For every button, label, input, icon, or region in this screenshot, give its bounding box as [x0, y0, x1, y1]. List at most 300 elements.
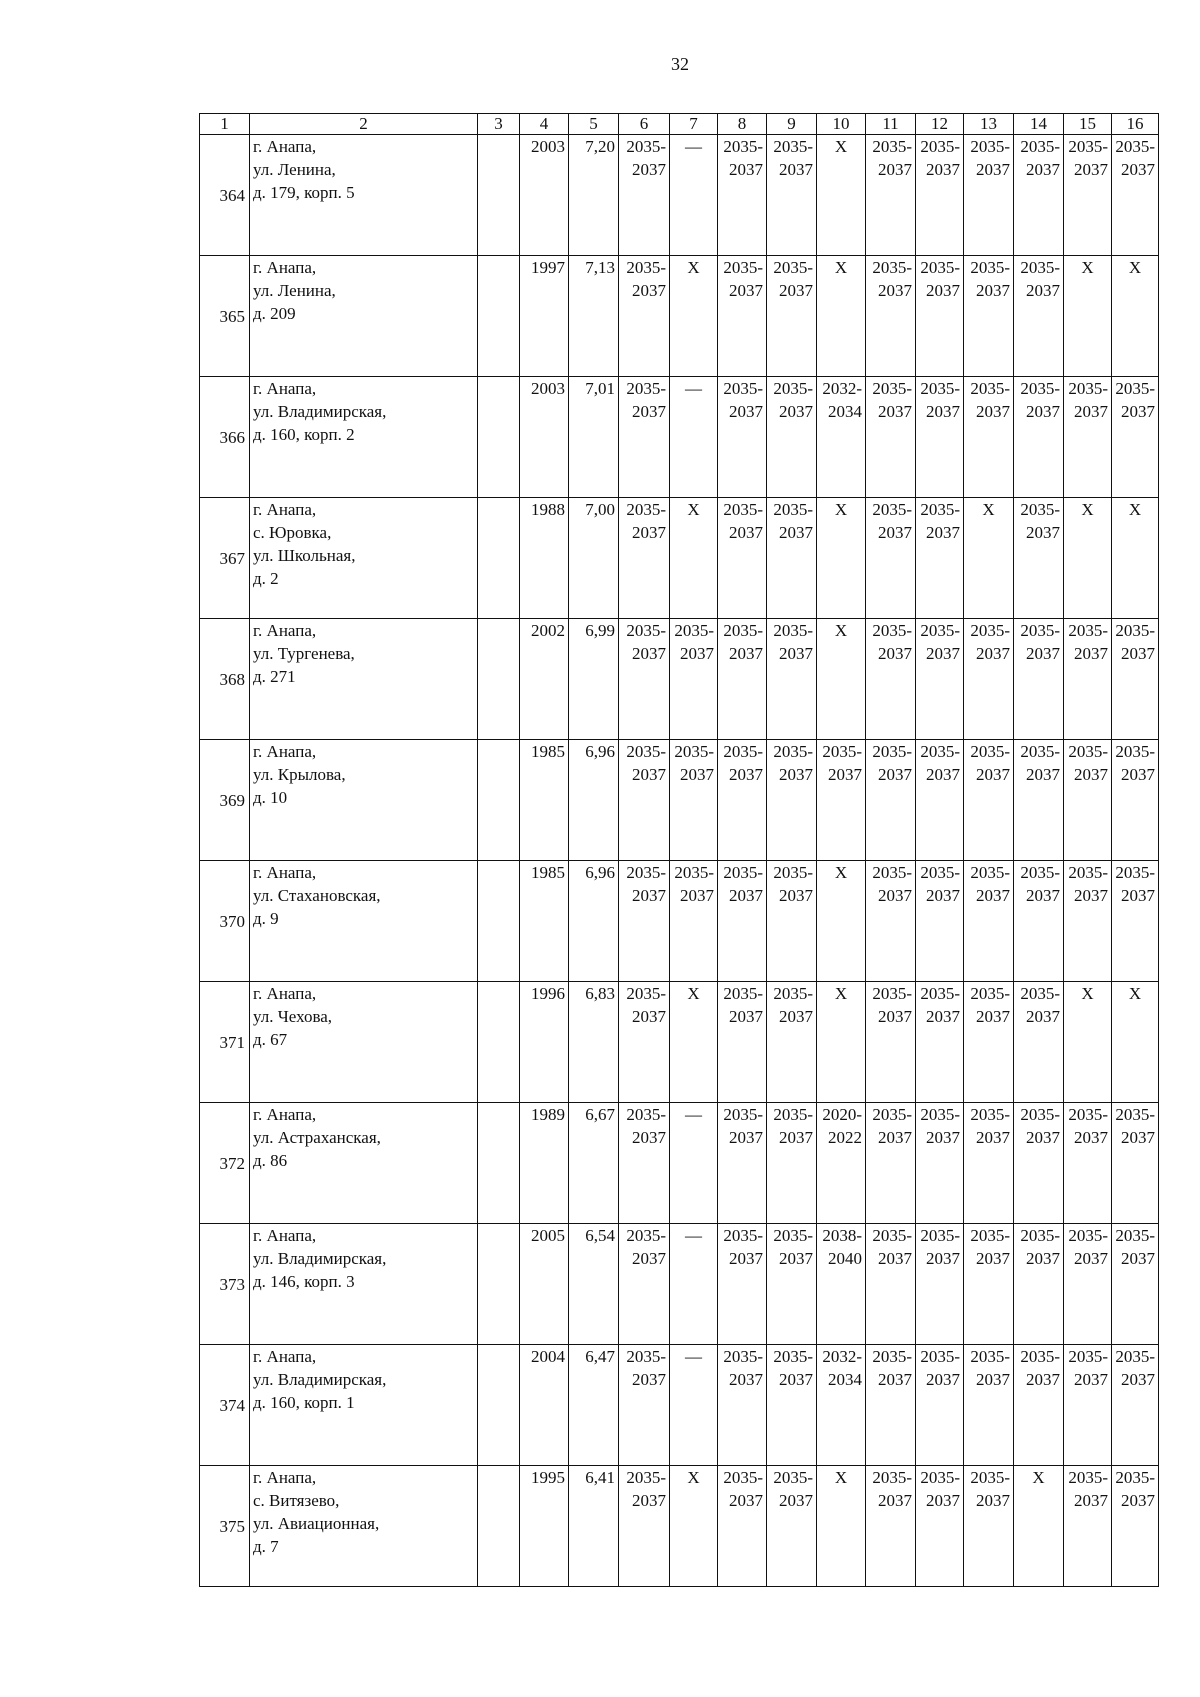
period-start: 2035-: [872, 1347, 912, 1366]
period-start: 2035-: [723, 1347, 763, 1366]
address-line: д. 179, корп. 5: [253, 183, 355, 202]
column-header: 1: [200, 114, 250, 135]
period-cell: [964, 982, 1014, 1103]
row-number: 371: [200, 982, 250, 1103]
period-cell: X: [964, 498, 1014, 619]
period-start: 2035-: [1115, 1347, 1155, 1366]
period-cell: X: [670, 982, 718, 1103]
period-cell: [964, 740, 1014, 861]
address-cell: [250, 1224, 478, 1345]
period-cell: [767, 740, 817, 861]
address-line: г. Анапа,: [253, 1468, 317, 1487]
period-cell: [718, 256, 767, 377]
period-start: 2035-: [1020, 258, 1060, 277]
address-cell: [250, 1103, 478, 1224]
address-line: ул. Крылова,: [253, 765, 346, 784]
period-cell: [964, 135, 1014, 256]
year-cell: 1989: [520, 1103, 569, 1224]
period-start: 2035-: [626, 1226, 666, 1245]
address-line: ул. Чехова,: [253, 1007, 333, 1026]
period-cell: X: [817, 135, 866, 256]
column-header: 13: [964, 114, 1014, 135]
period-cell: [718, 740, 767, 861]
period-start: 2035-: [1115, 742, 1155, 761]
period-cell: [1014, 740, 1064, 861]
period-end: 2037: [1074, 644, 1108, 663]
period-cell: [1014, 498, 1064, 619]
period-end: 2037: [926, 644, 960, 663]
period-start: 2035-: [920, 1468, 960, 1487]
table-row: [200, 1466, 1159, 1587]
period-start: 2035-: [872, 621, 912, 640]
period-start: 2035-: [674, 742, 714, 761]
period-end: 2037: [1074, 1249, 1108, 1268]
period-cell: [916, 619, 964, 740]
period-cell: [866, 377, 916, 498]
address-line: г. Анапа,: [253, 984, 317, 1003]
period-cell: [1014, 135, 1064, 256]
address-line: г. Анапа,: [253, 621, 317, 640]
period-end: 2037: [926, 1007, 960, 1026]
period-end: 2037: [729, 1007, 763, 1026]
period-cell: [916, 256, 964, 377]
period-end: 2037: [1026, 1370, 1060, 1389]
period-start: 2035-: [970, 258, 1010, 277]
period-end: 2037: [729, 1491, 763, 1510]
period-cell: [619, 740, 670, 861]
year-cell: 1988: [520, 498, 569, 619]
period-cell: [670, 740, 718, 861]
column-3-cell: [478, 498, 520, 619]
period-end: 2037: [878, 523, 912, 542]
period-end: 2037: [680, 644, 714, 663]
period-end: 2037: [680, 765, 714, 784]
table-row: [200, 1224, 1159, 1345]
column-header: 4: [520, 114, 569, 135]
table-row: [200, 619, 1159, 740]
period-end: 2037: [632, 765, 666, 784]
period-end: 2037: [878, 402, 912, 421]
period-start: 2035-: [1115, 1105, 1155, 1124]
address-cell: [250, 1345, 478, 1466]
period-start: 2035-: [1068, 1105, 1108, 1124]
address-line: ул. Школьная,: [253, 546, 356, 565]
period-cell: [817, 740, 866, 861]
period-start: 2035-: [626, 1105, 666, 1124]
period-end: 2037: [779, 1249, 813, 1268]
period-start: 2035-: [872, 137, 912, 156]
period-end: 2037: [1074, 160, 1108, 179]
address-line: д. 10: [253, 788, 288, 807]
table-row: [200, 1103, 1159, 1224]
value-cell: 6,67: [569, 1103, 619, 1224]
period-cell: [817, 1345, 866, 1466]
period-end: 2037: [632, 160, 666, 179]
period-cell: [866, 1345, 916, 1466]
period-end: 2037: [632, 523, 666, 542]
period-cell: [1064, 1466, 1112, 1587]
period-start: 2035-: [920, 1226, 960, 1245]
period-end: 2037: [632, 1370, 666, 1389]
period-end: 2037: [1026, 765, 1060, 784]
period-start: 2035-: [626, 984, 666, 1003]
period-start: 2035-: [773, 379, 813, 398]
period-end: 2037: [1026, 160, 1060, 179]
period-cell: [1014, 256, 1064, 377]
column-3-cell: [478, 256, 520, 377]
period-end: 2037: [779, 160, 813, 179]
period-end: 2034: [828, 402, 862, 421]
address-line: ул. Владимирская,: [253, 402, 387, 421]
period-cell: [866, 1466, 916, 1587]
period-start: 2035-: [920, 621, 960, 640]
period-start: 2035-: [1068, 1468, 1108, 1487]
period-cell: [718, 377, 767, 498]
column-3-cell: [478, 1345, 520, 1466]
period-end: 2037: [729, 886, 763, 905]
period-start: 2035-: [773, 1226, 813, 1245]
year-cell: 1996: [520, 982, 569, 1103]
period-cell: [1064, 740, 1112, 861]
period-cell: [767, 1103, 817, 1224]
period-end: 2037: [1074, 1128, 1108, 1147]
period-cell: [767, 135, 817, 256]
period-end: 2037: [926, 523, 960, 542]
period-end: 2037: [976, 886, 1010, 905]
period-end: 2037: [632, 1007, 666, 1026]
period-end: 2037: [878, 886, 912, 905]
period-start: 2035-: [970, 621, 1010, 640]
table-row: [200, 498, 1159, 619]
period-end: 2037: [878, 1370, 912, 1389]
column-header: 2: [250, 114, 478, 135]
period-end: 2037: [1026, 1249, 1060, 1268]
period-end: 2037: [926, 160, 960, 179]
address-line: с. Юровка,: [253, 523, 332, 542]
header-row: [200, 114, 1159, 135]
period-end: 2037: [632, 1128, 666, 1147]
address-line: ул. Ленина,: [253, 281, 336, 300]
period-start: 2035-: [723, 863, 763, 882]
period-start: 2035-: [723, 1468, 763, 1487]
period-start: 2035-: [920, 984, 960, 1003]
address-line: д. 160, корп. 1: [253, 1393, 355, 1412]
period-end: 2037: [1121, 765, 1155, 784]
period-end: 2037: [878, 644, 912, 663]
address-line: г. Анапа,: [253, 1226, 317, 1245]
row-number: 365: [200, 256, 250, 377]
column-header: 7: [670, 114, 718, 135]
period-cell: [1112, 1466, 1159, 1587]
period-cell: X: [817, 256, 866, 377]
period-cell: [619, 498, 670, 619]
period-start: 2035-: [920, 863, 960, 882]
table-row: [200, 135, 1159, 256]
period-end: 2037: [729, 1128, 763, 1147]
period-end: 2037: [878, 1249, 912, 1268]
period-cell: [916, 377, 964, 498]
period-cell: [964, 1345, 1014, 1466]
period-start: 2035-: [872, 500, 912, 519]
period-start: 2035-: [920, 137, 960, 156]
period-end: 2037: [632, 644, 666, 663]
period-end: 2037: [680, 886, 714, 905]
period-end: 2037: [1026, 886, 1060, 905]
period-end: 2037: [878, 281, 912, 300]
address-line: д. 2: [253, 569, 279, 588]
period-end: 2037: [632, 1491, 666, 1510]
period-start: 2035-: [674, 863, 714, 882]
period-end: 2037: [632, 1249, 666, 1268]
period-cell: [619, 256, 670, 377]
address-line: г. Анапа,: [253, 863, 317, 882]
year-cell: 2004: [520, 1345, 569, 1466]
period-cell: [718, 1103, 767, 1224]
period-start: 2035-: [1068, 621, 1108, 640]
period-end: 2037: [976, 1249, 1010, 1268]
period-end: 2037: [926, 886, 960, 905]
period-cell: [866, 861, 916, 982]
period-cell: [866, 982, 916, 1103]
year-cell: 2002: [520, 619, 569, 740]
period-start: 2035-: [872, 863, 912, 882]
period-end: 2037: [926, 1491, 960, 1510]
period-start: 2035-: [773, 258, 813, 277]
address-line: д. 9: [253, 909, 279, 928]
address-line: д. 209: [253, 304, 296, 323]
period-cell: [916, 740, 964, 861]
period-cell: X: [1064, 982, 1112, 1103]
period-cell: [916, 861, 964, 982]
period-start: 2035-: [970, 1347, 1010, 1366]
column-3-cell: [478, 982, 520, 1103]
period-start: 2035-: [872, 1105, 912, 1124]
period-end: 2037: [1026, 523, 1060, 542]
column-header: 9: [767, 114, 817, 135]
period-cell: [718, 1466, 767, 1587]
period-cell: [866, 135, 916, 256]
value-cell: 6,54: [569, 1224, 619, 1345]
period-start: 2035-: [723, 500, 763, 519]
period-cell: [1014, 1345, 1064, 1466]
value-cell: 7,00: [569, 498, 619, 619]
period-cell: [1064, 377, 1112, 498]
period-start: 2035-: [920, 258, 960, 277]
address-line: ул. Владимирская,: [253, 1370, 387, 1389]
period-end: 2037: [1121, 886, 1155, 905]
address-cell: [250, 498, 478, 619]
period-end: 2037: [1074, 1491, 1108, 1510]
period-start: 2035-: [1020, 1347, 1060, 1366]
period-start: 2035-: [1020, 1105, 1060, 1124]
period-cell: [718, 982, 767, 1103]
period-start: 2035-: [1020, 379, 1060, 398]
period-start: 2020-: [822, 1105, 862, 1124]
period-cell: —: [670, 1224, 718, 1345]
period-cell: [1064, 1345, 1112, 1466]
period-start: 2035-: [626, 379, 666, 398]
address-cell: [250, 861, 478, 982]
address-line: ул. Астраханская,: [253, 1128, 381, 1147]
period-end: 2037: [779, 523, 813, 542]
period-start: 2035-: [626, 742, 666, 761]
period-start: 2035-: [920, 379, 960, 398]
address-cell: [250, 135, 478, 256]
value-cell: 7,01: [569, 377, 619, 498]
period-start: 2035-: [1068, 863, 1108, 882]
period-start: 2035-: [626, 863, 666, 882]
address-line: д. 160, корп. 2: [253, 425, 355, 444]
address-cell: [250, 1466, 478, 1587]
period-end: 2037: [1121, 644, 1155, 663]
period-cell: [964, 256, 1014, 377]
period-cell: —: [670, 135, 718, 256]
period-start: 2035-: [723, 258, 763, 277]
period-end: 2037: [926, 281, 960, 300]
period-cell: [817, 1103, 866, 1224]
address-line: г. Анапа,: [253, 1347, 317, 1366]
row-number: 367: [200, 498, 250, 619]
period-end: 2037: [926, 402, 960, 421]
period-start: 2032-: [822, 379, 862, 398]
period-cell: [964, 861, 1014, 982]
address-line: г. Анапа,: [253, 742, 317, 761]
period-start: 2035-: [1115, 621, 1155, 640]
period-end: 2037: [729, 523, 763, 542]
period-start: 2035-: [1020, 863, 1060, 882]
period-end: 2037: [779, 886, 813, 905]
period-end: 2037: [1074, 402, 1108, 421]
period-cell: [964, 1224, 1014, 1345]
period-end: 2037: [878, 1128, 912, 1147]
period-cell: [718, 135, 767, 256]
address-line: д. 86: [253, 1151, 288, 1170]
period-cell: X: [817, 619, 866, 740]
period-cell: [964, 619, 1014, 740]
period-cell: [718, 1224, 767, 1345]
period-cell: X: [1112, 256, 1159, 377]
period-start: 2035-: [920, 1105, 960, 1124]
column-3-cell: [478, 861, 520, 982]
period-start: 2035-: [723, 1105, 763, 1124]
period-end: 2037: [926, 765, 960, 784]
period-start: 2035-: [626, 1468, 666, 1487]
period-end: 2037: [1074, 765, 1108, 784]
period-start: 2035-: [773, 621, 813, 640]
period-cell: [767, 1345, 817, 1466]
address-cell: [250, 982, 478, 1103]
period-end: 2037: [779, 765, 813, 784]
period-cell: [767, 619, 817, 740]
period-end: 2037: [632, 402, 666, 421]
row-number: 370: [200, 861, 250, 982]
address-cell: [250, 377, 478, 498]
period-end: 2037: [878, 765, 912, 784]
period-cell: [670, 619, 718, 740]
period-cell: [767, 498, 817, 619]
address-line: ул. Авиационная,: [253, 1514, 380, 1533]
address-line: д. 7: [253, 1537, 279, 1556]
row-number: 364: [200, 135, 250, 256]
row-number: 372: [200, 1103, 250, 1224]
period-cell: [619, 1466, 670, 1587]
period-start: 2035-: [920, 1347, 960, 1366]
period-cell: [1064, 1224, 1112, 1345]
period-end: 2040: [828, 1249, 862, 1268]
period-start: 2035-: [1020, 500, 1060, 519]
value-cell: 6,41: [569, 1466, 619, 1587]
period-end: 2037: [976, 644, 1010, 663]
period-end: 2037: [1121, 1491, 1155, 1510]
period-start: 2035-: [1115, 1226, 1155, 1245]
period-end: 2037: [729, 1370, 763, 1389]
period-cell: X: [817, 498, 866, 619]
value-cell: 6,99: [569, 619, 619, 740]
period-end: 2037: [729, 402, 763, 421]
period-cell: [1064, 1103, 1112, 1224]
address-line: ул. Владимирская,: [253, 1249, 387, 1268]
address-cell: [250, 619, 478, 740]
value-cell: 6,96: [569, 861, 619, 982]
period-start: 2035-: [1115, 1468, 1155, 1487]
table-row: [200, 256, 1159, 377]
period-cell: [866, 1224, 916, 1345]
period-cell: [767, 1466, 817, 1587]
period-cell: [1112, 377, 1159, 498]
period-cell: [619, 1103, 670, 1224]
period-cell: X: [1112, 498, 1159, 619]
period-cell: [817, 377, 866, 498]
period-cell: [916, 1345, 964, 1466]
period-end: 2037: [729, 160, 763, 179]
year-cell: 2005: [520, 1224, 569, 1345]
period-start: 2035-: [970, 379, 1010, 398]
period-end: 2037: [1026, 1128, 1060, 1147]
period-cell: [1112, 861, 1159, 982]
period-end: 2037: [1026, 281, 1060, 300]
address-line: г. Анапа,: [253, 500, 317, 519]
period-cell: [866, 619, 916, 740]
period-end: 2037: [1026, 402, 1060, 421]
period-end: 2037: [878, 1491, 912, 1510]
address-line: ул. Тургенева,: [253, 644, 355, 663]
column-header: 11: [866, 114, 916, 135]
period-start: 2035-: [1068, 379, 1108, 398]
column-header: 6: [619, 114, 670, 135]
period-cell: [916, 135, 964, 256]
column-header: 12: [916, 114, 964, 135]
period-cell: X: [1064, 498, 1112, 619]
period-cell: —: [670, 377, 718, 498]
address-cell: [250, 256, 478, 377]
period-end: 2037: [976, 402, 1010, 421]
period-cell: X: [817, 982, 866, 1103]
period-end: 2037: [1121, 160, 1155, 179]
period-start: 2035-: [1115, 137, 1155, 156]
table-row: [200, 740, 1159, 861]
period-start: 2035-: [773, 1347, 813, 1366]
column-3-cell: [478, 1466, 520, 1587]
period-start: 2035-: [970, 984, 1010, 1003]
address-line: г. Анапа,: [253, 258, 317, 277]
period-start: 2035-: [920, 500, 960, 519]
period-cell: X: [670, 498, 718, 619]
period-cell: [817, 1224, 866, 1345]
period-cell: [866, 1103, 916, 1224]
row-number: 368: [200, 619, 250, 740]
period-end: 2037: [779, 1491, 813, 1510]
period-end: 2037: [779, 644, 813, 663]
